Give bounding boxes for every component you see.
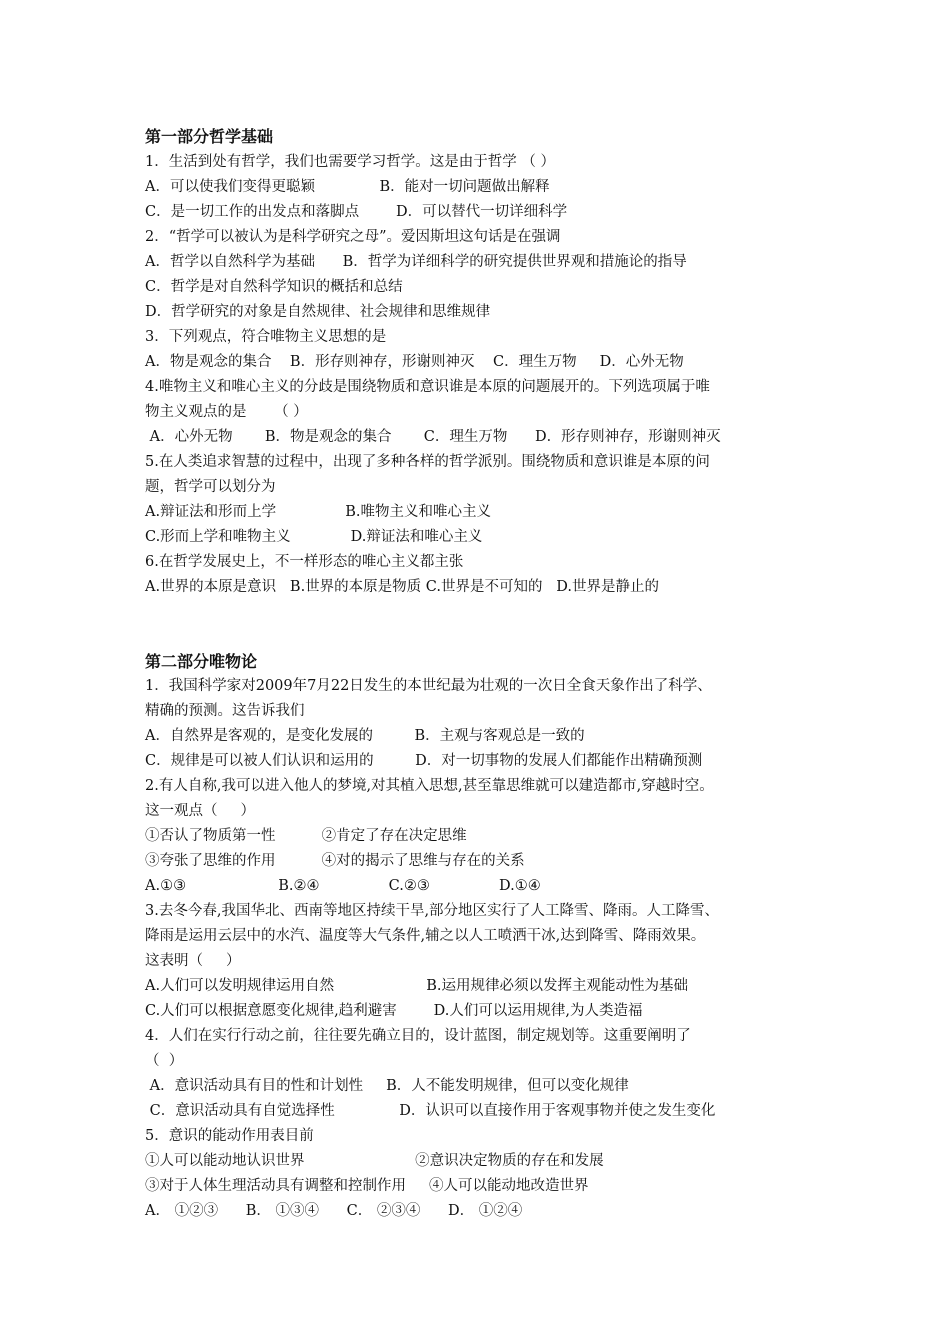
s1-line-14: 题，哲学可以划分为 — [145, 479, 276, 495]
s2-line-22: A． ①②③ B． ①③④ C． ②③④ D． ①②④ — [145, 1203, 523, 1219]
s2-line-9: A.①③ B.②④ C.②③ D.①④ — [145, 878, 541, 894]
s2-line-15: 4．人们在实行行动之前，往往要先确立目的，设计蓝图，制定规划等。这重要阐明了 — [145, 1028, 691, 1044]
s1-line-12: A．心外无物 B．物是观念的集合 C．理生万物 D．形存则神存，形谢则神灭 — [145, 429, 721, 445]
s2-line-1: 1．我国科学家对2009年7月22日发生的本世纪最为壮观的一次日全食天象作出了科学、 — [145, 678, 712, 694]
s2-line-6: 这一观点（ ） — [145, 803, 256, 819]
s1-line-13: 5.在人类追求智慧的过程中，出现了多种各样的哲学派别。围绕物质和意识谁是本原的问 — [145, 454, 710, 470]
s2-line-2: 精确的预测。这告诉我们 — [145, 703, 305, 719]
s2-line-10: 3.去冬今春,我国华北、西南等地区持续干旱,部分地区实行了人工降雪、降雨。人工降雪、 — [145, 903, 720, 919]
s2-line-17: A．意识活动具有目的性和计划性 B．人不能发明规律，但可以变化规律 — [145, 1078, 629, 1094]
s1-line-9: A．物是观念的集合 B．形存则神存，形谢则神灭 C．理生万物 D．心外无物 — [145, 354, 684, 370]
s1-line-10: 4.唯物主义和唯心主义的分歧是围绕物质和意识谁是本原的问题展开的。下列选项属于唯 — [145, 379, 710, 395]
s1-line-1: 1．生活到处有哲学，我们也需要学习哲学。这是由于哲学 （ ） — [145, 154, 555, 170]
s2-line-16: （ ） — [145, 1053, 184, 1069]
s1-line-5: A．哲学以自然科学为基础 B．哲学为详细科学的研究提供世界观和措施论的指导 — [145, 254, 687, 270]
s1-line-4: 2．“哲学可以被认为是科学研究之母”。爱因斯坦这句话是在强调 — [145, 229, 561, 245]
section-1-title: 第一部分哲学基础 — [145, 127, 274, 146]
s1-line-6: C．哲学是对自然科学知识的概括和总结 — [145, 279, 403, 295]
s1-line-3: C．是一切工作的出发点和落脚点 D．可以替代一切详细科学 — [145, 204, 568, 220]
s2-line-21: ③对于人体生理活动具有调整和控制作用 ④人可以能动地改造世界 — [145, 1178, 589, 1194]
s1-line-8: 3．下列观点，符合唯物主义思想的是 — [145, 329, 387, 345]
s2-line-8: ③夸张了思维的作用 ④对的揭示了思维与存在的关系 — [145, 853, 525, 869]
s2-line-20: ①人可以能动地认识世界 ②意识决定物质的存在和发展 — [145, 1153, 604, 1169]
s2-line-5: 2.有人自称,我可以进入他人的梦境,对其植入思想,甚至靠思维就可以建造都市,穿越时空。 — [145, 778, 714, 794]
s2-line-19: 5．意识的能动作用表目前 — [145, 1128, 314, 1144]
s1-line-7: D．哲学研究的对象是自然规律、社会规律和思维规律 — [145, 304, 491, 320]
s2-line-18: C．意识活动具有自觉选择性 D．认识可以直接作用于客观事物并使之发生变化 — [145, 1103, 716, 1119]
s2-line-4: C．规律是可以被人们认识和运用的 D．对一切事物的发展人们都能作出精确预测 — [145, 753, 703, 769]
s1-line-17: 6.在哲学发展史上，不一样形态的唯心主义都主张 — [145, 554, 464, 570]
s2-line-7: ①否认了物质第一性 ②肯定了存在决定思维 — [145, 828, 467, 844]
s2-line-14: C.人们可以根据意愿变化规律,趋利避害 D.人们可以运用规律,为人类造福 — [145, 1003, 643, 1019]
s1-line-16: C.形而上学和唯物主义 D.辩证法和唯心主义 — [145, 529, 483, 545]
section-2-title: 第二部分唯物论 — [145, 652, 258, 671]
s2-line-11: 降雨是运用云层中的水汽、温度等大气条件,辅之以人工喷洒干冰,达到降雪、降雨效果。 — [145, 928, 706, 944]
s2-line-13: A.人们可以发明规律运用自然 B.运用规律必须以发挥主观能动性为基础 — [145, 978, 689, 994]
s1-line-2: A．可以使我们变得更聪颖 B．能对一切问题做出解释 — [145, 179, 550, 195]
s2-line-12: 这表明（ ） — [145, 953, 241, 969]
s1-line-15: A.辩证法和形而上学 B.唯物主义和唯心主义 — [145, 504, 491, 520]
s1-line-11: 物主义观点的是 （ ） — [145, 404, 308, 420]
s2-line-3: A．自然界是客观的，是变化发展的 B．主观与客观总是一致的 — [145, 728, 585, 744]
s1-line-18: A.世界的本原是意识 B.世界的本原是物质 C.世界是不可知的 D.世界是静止的 — [145, 579, 660, 595]
